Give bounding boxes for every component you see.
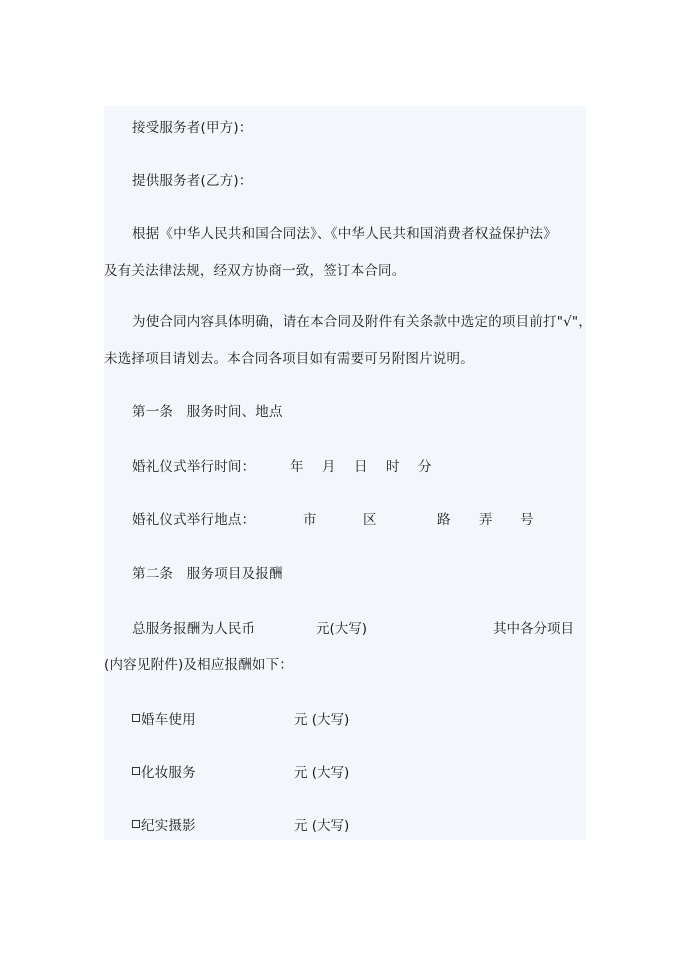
place-unit-road: 路 <box>437 512 451 528</box>
place-unit-city: 市 <box>303 512 317 528</box>
service-item-label: 纪实摄影 <box>141 818 196 834</box>
preamble-line-1: 根据《中华人民共和国合同法》、《中华人民共和国消费者权益保护法》 <box>132 226 557 242</box>
checkbox-makeup[interactable] <box>132 767 140 775</box>
time-unit-minute: 分 <box>418 459 432 475</box>
place-unit-lane: 弄 <box>479 512 493 528</box>
ceremony-place-label: 婚礼仪式举行地点： <box>132 512 256 528</box>
total-fee-line-2: (内容见附件)及相应报酬如下： <box>104 657 294 673</box>
place-unit-number: 号 <box>520 512 534 528</box>
time-unit-hour: 时 <box>386 459 400 475</box>
total-fee-suffix: 其中各分项目 <box>493 621 574 637</box>
checkbox-wedding-car[interactable] <box>132 714 140 722</box>
instruction-line-1: 为使合同内容具体明确，请在本合同及附件有关条款中选定的项目前打"√"， <box>132 314 593 330</box>
service-item-label: 婚车使用 <box>141 712 196 728</box>
service-item-unit: 元 (大写) <box>294 712 350 728</box>
checkbox-photography[interactable] <box>132 820 140 828</box>
service-item-makeup <box>132 764 196 782</box>
place-unit-district: 区 <box>363 512 377 528</box>
time-unit-year: 年 <box>290 459 304 475</box>
service-item-wedding-car <box>132 711 196 729</box>
time-unit-month: 月 <box>322 459 336 475</box>
service-item-photography <box>132 817 196 835</box>
service-item-unit: 元 (大写) <box>294 818 350 834</box>
party-a-label: 接受服务者(甲方)： <box>132 120 253 136</box>
article-1-title: 第一条 服务时间、地点 <box>132 404 283 420</box>
total-fee-label: 总服务报酬为人民币 <box>132 621 256 637</box>
ceremony-time-label: 婚礼仪式举行时间： <box>132 459 256 475</box>
total-fee-unit: 元(大写) <box>316 621 368 637</box>
preamble-line-2: 及有关法律法规，经双方协商一致，签订本合同。 <box>104 263 406 279</box>
article-2-title: 第二条 服务项目及报酬 <box>132 566 283 582</box>
service-item-unit: 元 (大写) <box>294 765 350 781</box>
service-item-label: 化妆服务 <box>141 765 196 781</box>
time-unit-day: 日 <box>354 459 368 475</box>
instruction-line-2: 未选择项目请划去。本合同各项目如有需要可另附图片说明。 <box>104 351 474 367</box>
party-b-label: 提供服务者(乙方)： <box>132 173 253 189</box>
